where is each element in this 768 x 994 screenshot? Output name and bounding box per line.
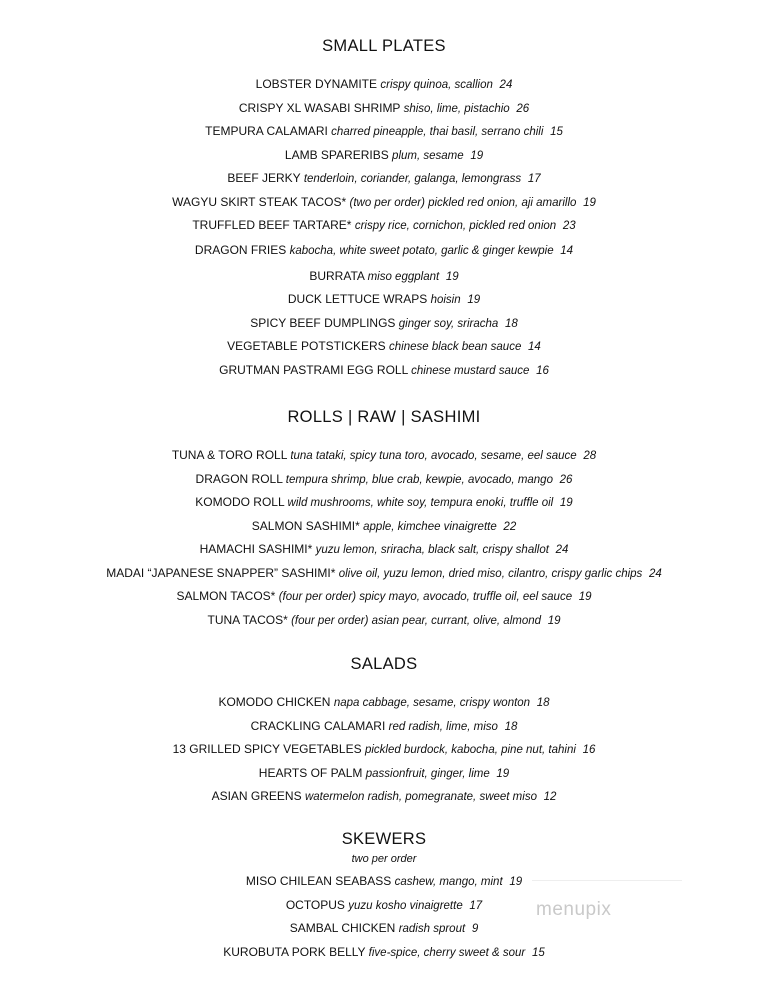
section-title: SKEWERS <box>341 830 427 848</box>
menu-item: SALMON SASHIMI* apple, kimchee vinaigrette 22 <box>251 518 517 533</box>
section-title: SALADS <box>350 655 418 673</box>
section-title: ROLLS | RAW | SASHIMI <box>287 408 481 426</box>
section-skewers <box>0 827 768 964</box>
section-rolls-raw-sashimi <box>0 405 768 632</box>
menu-item: LAMB SPARERIBS plum, sesame 19 <box>284 147 484 162</box>
menu-item: TUNA & TORO ROLL tuna tataki, spicy tuna toro, avocado, sesame, eel sauce 28 <box>171 448 597 462</box>
menu-item: MADAI “JAPANESE SNAPPER” SASHIMI* olive oil, yuzu lemon, dried miso, cilantro, crispy garlic chips 24 <box>106 565 662 580</box>
watermark-divider <box>532 880 682 881</box>
menu-item: GRUTMAN PASTRAMI EGG ROLL chinese mustard sauce 16 <box>219 362 549 377</box>
menu-item: TUNA TACOS* (four per order) asian pear, currant, olive, almond 19 <box>207 612 561 627</box>
menu-item: TRUFFLED BEEF TARTARE* crispy rice, cornichon, pickled red onion 23 <box>192 218 576 232</box>
menu-item: LOBSTER DYNAMITE crispy quinoa, scallion 24 <box>255 77 513 91</box>
menu-item: TEMPURA CALAMARI charred pineapple, thai basil, serrano chili 15 <box>205 124 563 138</box>
menu-item: SALMON TACOS* (four per order) spicy mayo, avocado, truffle oil, eel sauce 19 <box>176 589 592 603</box>
menu-item: KOMODO ROLL wild mushrooms, white soy, tempura enoki, truffle oil 19 <box>195 495 573 509</box>
menu-item: HEARTS OF PALM passionfruit, ginger, lime 19 <box>258 765 510 780</box>
menu-item: BEEF JERKY tenderloin, coriander, galanga, lemongrass 17 <box>227 171 541 185</box>
menu-item: HAMACHI SASHIMI* yuzu lemon, sriracha, black salt, crispy shallot 24 <box>199 542 569 556</box>
section-title: SMALL PLATES <box>322 37 446 55</box>
menu-item: ASIAN GREENS watermelon radish, pomegranate, sweet miso 12 <box>211 789 557 803</box>
section-salads <box>0 652 768 809</box>
menu-item: 13 GRILLED SPICY VEGETABLES pickled burdock, kabocha, pine nut, tahini 16 <box>172 742 596 756</box>
menu-item: SPICY BEEF DUMPLINGS ginger soy, sriracha 18 <box>250 315 518 330</box>
section-small-plates <box>0 34 768 382</box>
menu-item: MISO CHILEAN SEABASS cashew, mango, mint 19 <box>245 874 523 888</box>
section-subtitle: two per order <box>351 853 417 865</box>
menu-item: DRAGON FRIES kabocha, white sweet potato, garlic & ginger kewpie 14 <box>194 242 574 257</box>
menu-item: OCTOPUS yuzu kosho vinaigrette 17 <box>285 897 483 912</box>
menu-item: KOMODO CHICKEN napa cabbage, sesame, crispy wonton 18 <box>218 695 550 709</box>
menu-item: WAGYU SKIRT STEAK TACOS* (two per order) pickled red onion, aji amarillo 19 <box>172 194 596 209</box>
menu-item: KUROBUTA PORK BELLY five-spice, cherry sweet & sour 15 <box>223 944 545 959</box>
menu-item: CRACKLING CALAMARI red radish, lime, miso 18 <box>250 718 518 733</box>
watermark-logo: menupix <box>536 899 612 920</box>
menu-item: VEGETABLE POTSTICKERS chinese black bean sauce 14 <box>227 339 541 353</box>
menu-item: BURRATA miso eggplant 19 <box>309 268 459 283</box>
menu-item: SAMBAL CHICKEN radish sprout 9 <box>289 921 479 935</box>
menu-item: CRISPY XL WASABI SHRIMP shiso, lime, pistachio 26 <box>238 100 530 115</box>
menu-item: DRAGON ROLL tempura shrimp, blue crab, kewpie, avocado, mango 26 <box>195 471 573 486</box>
menu-item: DUCK LETTUCE WRAPS hoisin 19 <box>287 292 481 306</box>
